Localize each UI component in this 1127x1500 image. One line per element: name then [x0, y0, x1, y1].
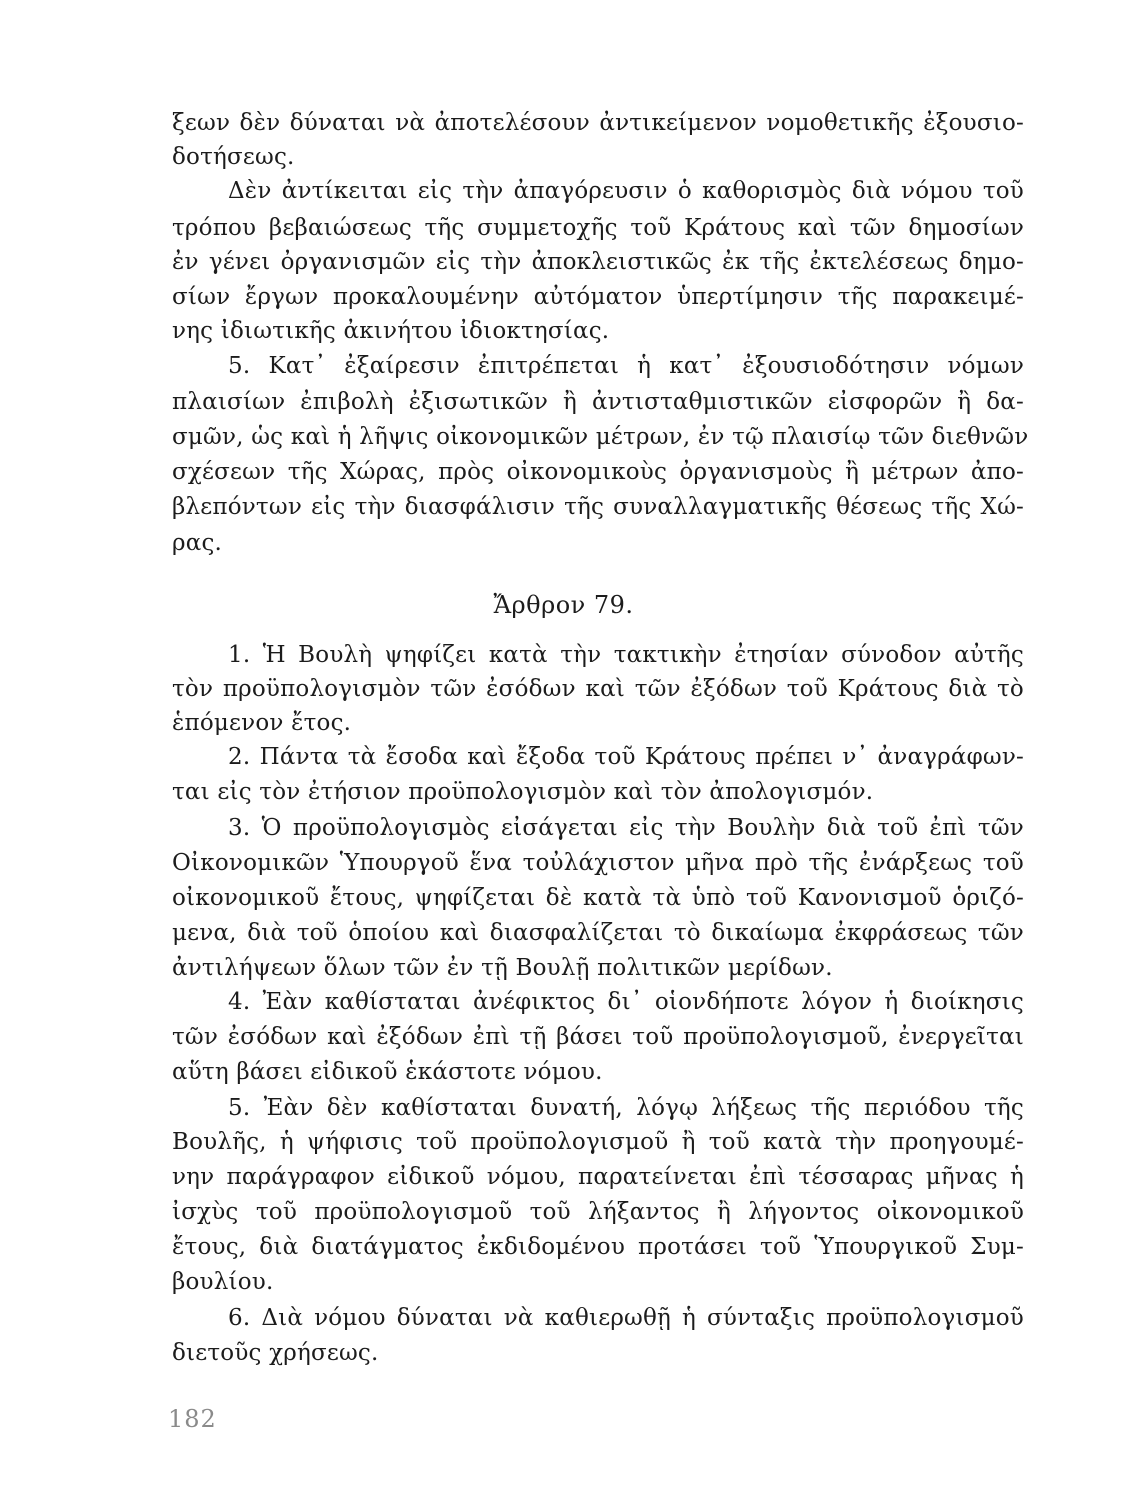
text-line: 3. Ὁ προϋπολογισμὸς εἰσάγεται εἰς τὴν Βουλὴν διὰ τοῦ ἐπὶ τῶν: [228, 815, 1024, 841]
text-line: ἐν γένει ὀργανισμῶν εἰς τὴν ἀποκλειστικῶς ἐκ τῆς ἐκτελέσεως δημο-: [172, 249, 1024, 275]
text-line: σμῶν, ὡς καὶ ἡ λῆψις οἰκονομικῶν μέτρων, ἐν τῷ πλαισίῳ τῶν διεθνῶν: [172, 424, 1029, 450]
text-line: Δὲν ἀντίκειται εἰς τὴν ἀπαγόρευσιν ὁ καθορισμὸς διὰ νόμου τοῦ: [228, 178, 1024, 204]
text-line: 6. Διὰ νόμου δύναται νὰ καθιερωθῇ ἡ σύνταξις προϋπολογισμοῦ: [228, 1305, 1024, 1331]
text-line: ἑπόμενον ἔτος.: [172, 710, 352, 736]
text-line: 1. Ἡ Βουλὴ ψηφίζει κατὰ τὴν τακτικὴν ἐτησίαν σύνοδον αὐτῆς: [228, 642, 1024, 668]
text-line: ἔτους, διὰ διατάγματος ἐκδιδομένου προτάσει τοῦ Ὑπουργικοῦ Συμ-: [172, 1234, 1024, 1260]
text-line: ξεων δὲν δύναται νὰ ἀποτελέσουν ἀντικείμενον νομοθετικῆς ἐξουσιο-: [172, 110, 1024, 136]
text-line: μενα, διὰ τοῦ ὁποίου καὶ διασφαλίζεται τὸ δικαίωμα ἐκφράσεως τῶν: [172, 920, 1024, 946]
text-line: βουλίου.: [172, 1269, 274, 1295]
text-line: σίων ἔργων προκαλουμένην αὐτόματον ὑπερτίμησιν τῆς παρακειμέ-: [172, 284, 1024, 310]
text-line: τῶν ἐσόδων καὶ ἐξόδων ἐπὶ τῇ βάσει τοῦ προϋπολογισμοῦ, ἐνεργεῖται: [172, 1024, 1024, 1050]
text-line: αὕτη βάσει εἰδικοῦ ἑκάστοτε νόμου.: [172, 1059, 603, 1085]
text-line: 4. Ἐὰν καθίσταται ἀνέφικτος δι᾽ οἱονδήποτε λόγον ἡ διοίκησις: [228, 989, 1024, 1015]
text-line: οἰκονομικοῦ ἔτους, ψηφίζεται δὲ κατὰ τὰ ὑπὸ τοῦ Κανονισμοῦ ὁριζό-: [172, 885, 1024, 911]
text-line: πλαισίων ἐπιβολὴ ἐξισωτικῶν ἢ ἀντισταθμιστικῶν εἰσφορῶν ἢ δα-: [172, 389, 1024, 415]
text-line: ἰσχὺς τοῦ προϋπολογισμοῦ τοῦ λήξαντος ἢ λήγοντος οἰκονομικοῦ: [172, 1199, 1024, 1225]
page-number: 182: [168, 1405, 217, 1433]
text-line: τὸν προϋπολογισμὸν τῶν ἐσόδων καὶ τῶν ἐξόδων τοῦ Κράτους διὰ τὸ: [172, 676, 1024, 702]
text-line: 5. Ἐὰν δὲν καθίσταται δυνατή, λόγῳ λήξεως τῆς περιόδου τῆς: [228, 1095, 1024, 1121]
text-line: ἀντιλήψεων ὅλων τῶν ἐν τῇ Βουλῇ πολιτικῶν μερίδων.: [172, 955, 833, 981]
text-line: Οἰκονομικῶν Ὑπουργοῦ ἕνα τοὐλάχιστον μῆνα πρὸ τῆς ἐνάρξεως τοῦ: [172, 850, 1024, 876]
text-line: τρόπου βεβαιώσεως τῆς συμμετοχῆς τοῦ Κράτους καὶ τῶν δημοσίων: [172, 215, 1024, 241]
text-line: νην παράγραφον εἰδικοῦ νόμου, παρατείνεται ἐπὶ τέσσαρας μῆνας ἡ: [172, 1164, 1024, 1190]
text-line: νης ἰδιωτικῆς ἀκινήτου ἰδιοκτησίας.: [172, 318, 610, 344]
text-line: 5. Κατ᾽ ἐξαίρεσιν ἐπιτρέπεται ἡ κατ᾽ ἐξουσιοδότησιν νόμων: [228, 353, 1024, 379]
text-line: 2. Πάντα τὰ ἔσοδα καὶ ἔξοδα τοῦ Κράτους πρέπει ν᾽ ἀναγράφων-: [228, 744, 1024, 770]
text-line: δοτήσεως.: [172, 144, 295, 170]
text-line: ρας.: [172, 530, 223, 556]
text-line: βλεπόντων εἰς τὴν διασφάλισιν τῆς συναλλαγματικῆς θέσεως τῆς Χώ-: [172, 494, 1024, 520]
text-line: Βουλῆς, ἡ ψήφισις τοῦ προϋπολογισμοῦ ἢ τοῦ κατὰ τὴν προηγουμέ-: [172, 1129, 1024, 1155]
text-line: ται εἰς τὸν ἐτήσιον προϋπολογισμὸν καὶ τὸν ἀπολογισμόν.: [172, 779, 874, 805]
article-heading: Ἄρθρον 79.: [493, 591, 634, 619]
text-line: σχέσεων τῆς Χώρας, πρὸς οἰκονομικοὺς ὀργανισμοὺς ἢ μέτρων ἀπο-: [172, 459, 1024, 485]
text-line: διετοῦς χρήσεως.: [172, 1340, 379, 1366]
